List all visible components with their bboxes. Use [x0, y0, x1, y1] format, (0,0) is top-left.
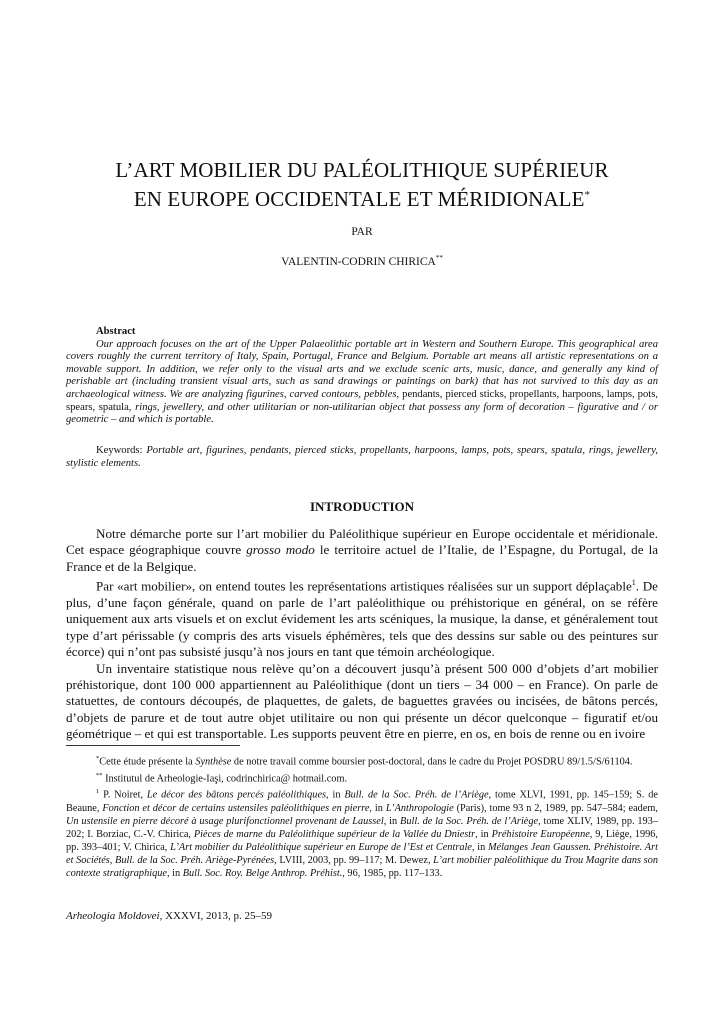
footnote-1-segment: , in	[166, 868, 183, 880]
footnote-1-segment: (Paris), tome 93 n 2, 1989, pp. 547–584; eadem,	[453, 802, 658, 814]
footnote-1-title: L’Anthropologie	[385, 802, 454, 814]
paragraph-1-text-b: le territoire actuel de l’Italie, de l’Espagne, du Portugal, de la France et de la Belgique.	[66, 542, 659, 574]
footnote-ref-1[interactable]: 1	[631, 578, 636, 588]
title-line-1: L’ART MOBILIER DU PALÉOLITHIQUE SUPÉRIEUR	[115, 158, 609, 182]
abstract-label: Abstract	[96, 326, 136, 337]
footnote-1-segment: , 9, Liège, 1996, pp. 393–401; V. Chirica,	[66, 828, 658, 853]
paragraph-1-text-a: Notre démarche porte sur l’art mobilier du Paléolithique supérieur en Europe occidentale et méridionale. Cet espace géographique couvre	[66, 526, 658, 558]
footnote-1-segment: , 96, 1985, pp. 117–133.	[342, 868, 443, 880]
footnote-star-text-a: Cette étude présente la	[99, 756, 196, 768]
journal-name: Arheologia Moldovei	[66, 910, 160, 922]
by-line: PAR	[351, 226, 373, 238]
footnotes	[66, 752, 658, 880]
footnote-double-star-text: Institutul de Arheologie-Iaşi, codrinchirica@ hotmail.com.	[102, 772, 348, 784]
footnote-1-title: Bull. Soc. Roy. Belge Anthrop. Préhist.	[182, 868, 343, 880]
footnote-1-title: Un ustensile en pierre décoré à usage plurifonctionnel provenant de Laussel	[66, 815, 384, 827]
footnote-1-segment: in	[474, 841, 488, 853]
footnote-1-segment: in	[371, 802, 386, 814]
footnote-1-title: L’art mobilier paléolithique du Trou Magrite dans son contexte stratigraphique	[66, 854, 658, 880]
footnote-divider	[66, 745, 240, 746]
footnote-1-title: Mélanges Jean Gaussen. Préhistoire. Art et Sociétés, Bull. de la Soc. Préh. Ariège-Pyrénées	[66, 841, 658, 866]
abstract-block	[66, 326, 658, 427]
paragraph-1	[66, 526, 658, 575]
footnote-1	[66, 785, 658, 880]
paragraph-3: Un inventaire statistique nous relève qu’on a découvert jusqu’à présent 500 000 d’objets d’art mobilier préhistorique, dont 100 000 appartiennent au Paléolithique (dont un tiers – 34 000 – en France). On parle de statuettes, de contours découpés, de plaquettes, de galets, de baguettes gravées ou incisées, de bâtons percés, d’objets de parure et de tout autre objet utilitaire ou non qui présente un décor quelconque – figuratif et/ou géométrique – et qui est transportable. Les supports peuvent être en pierre, en os, en bois de renne ou en ivoire	[66, 660, 658, 742]
footnote-star-mark: *	[96, 755, 100, 762]
abstract-text-upright: pendants, pierced sticks, propellants, harpoons, lamps, pots, spears, spatula,	[66, 388, 658, 413]
footnote-star	[66, 752, 658, 769]
paragraph-2	[66, 575, 658, 660]
paragraph-2-text-b: . De plus, d’une façon générale, quand on parle de l’art paléolithique ou préhistorique en général, on se réfère uniquement aux arts visuels et on exclut évidement les arts scéniques, la musique, la danse, et généralement tout type d’art périssable (y compris des arts visuels éphémères, tels que des dessins sur sable ou des peintures sur écorce) qui n’ont pas subsisté jusqu’à nos jours en tant que témoin archéologique.	[66, 578, 658, 660]
abstract-text-a: Our approach focuses on the art of the Upper Palaeolithic portable art in Western and Southern Europe. This geographical area covers roughly the current territory of Italy, Spain, Portugal, France and Belgium. Portable art means all artistic representations on a movable support. In addition, we refer only to the visual arts and we exclude scenic arts, music, dance, and generally any kind of perishable art (including transient visual arts, such as sand drawings or paintings on bark) that has not survived to this day as an archaeological witness. We are analyzing figurines, carved contours, pebbles,	[66, 338, 658, 400]
keywords-block: Keywords: Portable art, figurines, pendants, pierced sticks, propellants, harpoons, lamps, pots, spears, spatula, rings, jewellery, stylistic elements.	[66, 445, 658, 469]
author-line	[0, 254, 724, 268]
footnote-1-segment: , in	[383, 815, 401, 827]
paragraph-1-italic: grosso modo	[246, 542, 315, 558]
footnote-1-segment: , in	[326, 789, 345, 801]
footnote-1-title: Préhistoire Européenne	[491, 828, 590, 840]
footnote-1-title: Bull. de la Soc. Préh. de l’Ariège	[344, 789, 489, 801]
footnote-double-star	[66, 769, 658, 786]
footnote-star-text-b: de notre travail comme boursier post-doctoral, dans le cadre du Projet POSDRU 89/1.5/S/61104.	[231, 756, 633, 768]
abstract-text	[66, 339, 658, 427]
section-heading: INTRODUCTION	[309, 499, 414, 514]
footnote-1-title: Le décor des bâtons percés paléolithiques	[146, 789, 327, 801]
footnote-double-star-mark: **	[96, 771, 103, 779]
article-title	[60, 158, 664, 212]
footnote-1-title: Fonction et décor de certains ustensiles paléolithiques en pierre,	[102, 802, 372, 814]
footnote-1-title: Bull. de la Soc. Préh. de l’Ariège	[400, 815, 539, 827]
footnote-1-segment: , in	[475, 828, 492, 840]
author-footnote-mark: **	[435, 254, 443, 262]
abstract-text-b: rings, jewellery, and other utilitarian or non-utilitarian object that possess any form of decoration – figurative and / or geometric – and which is portable.	[66, 401, 658, 426]
journal-citation	[66, 910, 272, 922]
body-text	[66, 526, 658, 743]
footnote-1-segment: , LVIII, 2003, pp. 99–117; M. Dewez,	[274, 854, 434, 866]
title-footnote-mark: *	[584, 189, 591, 201]
footnote-1-segment: P. Noiret,	[99, 789, 147, 801]
title-line-2: EN EUROPE OCCIDENTALE ET MÉRIDIONALE	[133, 187, 585, 211]
paragraph-2-text-a: Par «art mobilier», on entend toutes les représentations artistiques réalisées sur un support déplaçable	[96, 578, 632, 594]
footnote-1-title: L’Art mobilier du Paléolithique supérieur en Europe de l’Est et Centrale,	[170, 841, 475, 853]
journal-issue: , XXXVI, 2013, p. 25–59	[159, 910, 273, 922]
keywords-label: Keywords	[96, 445, 140, 456]
footnote-star-italic: Synthèse	[195, 756, 232, 768]
author-name: VALENTIN-CODRIN CHIRICA	[281, 255, 436, 268]
footnote-1-title: Pièces de marne du Paléolithique supérieur de la Vallée du Dniestr	[193, 828, 476, 840]
footnote-1-segment: , tome XLVI, 1991, pp. 145–159; S. de Beaune,	[66, 789, 658, 814]
footnote-1-mark: 1	[96, 788, 100, 796]
footnote-1-segment: , tome XLIV, 1989, pp. 193–202; I. Borziac, C.-V. Chirica,	[66, 815, 658, 840]
keywords-text: Portable art, figurines, pendants, pierced sticks, propellants, harpoons, lamps, pots, spears, spatula, rings, jewellery, stylistic elements.	[66, 445, 658, 469]
